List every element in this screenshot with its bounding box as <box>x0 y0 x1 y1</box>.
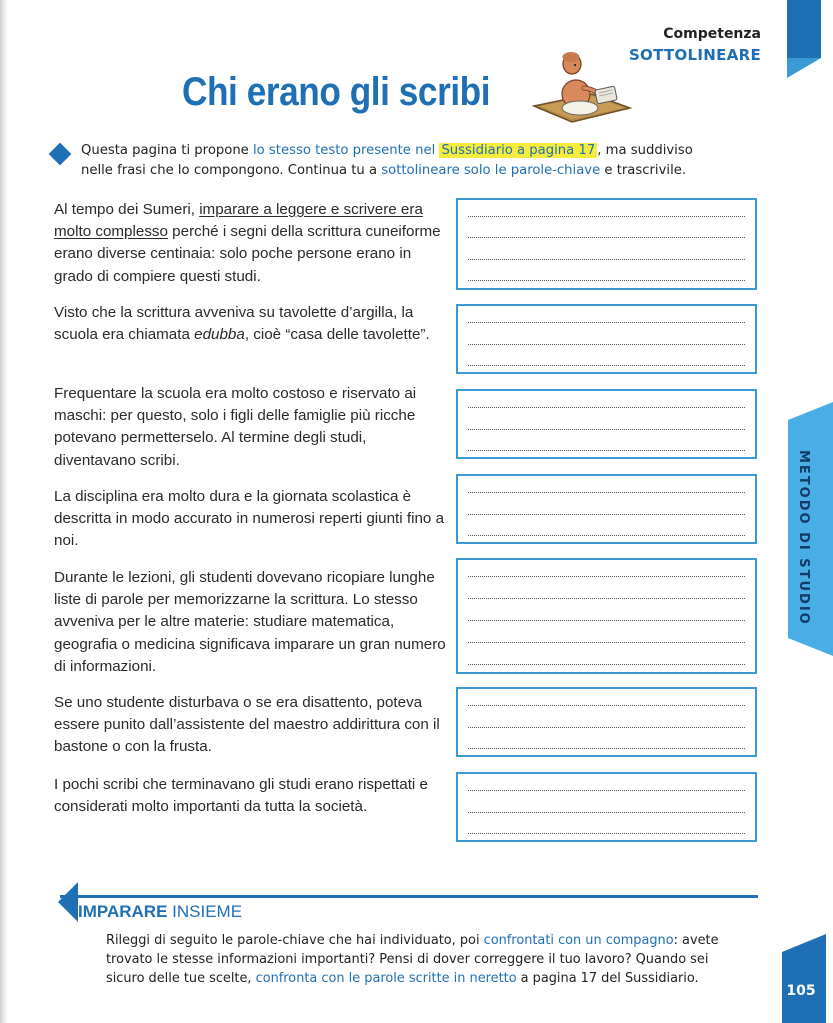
answer-box-7[interactable] <box>456 772 757 842</box>
paragraph-4: La disciplina era molto dura e la giornata scolastica è descritta in modo accurato in numerosi reperti giunti fino a noi. <box>54 488 445 550</box>
answer-box-6[interactable] <box>456 687 757 757</box>
answer-box-2[interactable] <box>456 304 757 374</box>
paragraph-3: Frequentare la scuola era molto costoso e riservato ai maschi: per questo, solo i figli delle famiglie più ricche potevano permetterselo. Al termine degli studi, diventavano scribi. <box>54 385 417 469</box>
answer-box-1[interactable] <box>456 198 757 290</box>
paragraph-7: I pochi scribi che terminavano gli studi erano rispettati e considerati molto importanti da tutta la società. <box>54 776 428 816</box>
page-title: Chi erano gli scribi <box>182 70 491 114</box>
paragraph-6: Se uno studente disturbava o se era disattento, poteva essere punito dall’assistente del maestro addirittura con il bastone o con la frusta. <box>54 694 440 756</box>
answer-box-3[interactable] <box>456 389 757 459</box>
answer-box-4[interactable] <box>456 474 757 544</box>
paragraph-5: Durante le lezioni, gli studenti dovevano ricopiare lunghe liste di parole per memorizzarne la scrittura. Lo stesso avveniva per le altre materie: studiare matematica, geografia o medicina significava imparare un gran numero di informazioni. <box>54 569 446 675</box>
diamond-bullet-icon <box>49 143 72 166</box>
answer-box-5[interactable] <box>456 558 757 674</box>
scribe-illustration <box>532 44 632 130</box>
section-text: Rileggi di seguito le parole-chiave che hai individuato, poi confrontati con un compagno: avete trovato le stesse informazioni importanti? Pensi di dover correggere il tuo lavoro? Quando sei sicuro delle tue scelte, confronta con le parole scritte in neretto a pagina 17 del Sussidiario. <box>106 933 719 986</box>
paragraph-1: Al tempo dei Sumeri, imparare a leggere e scrivere era molto complesso perché i segni della scrittura cuneiforme erano diverse centinaia: solo poche persone erano in grado di compiere questi studi. <box>54 201 441 285</box>
competence-label: Competenza <box>663 26 761 42</box>
section-divider <box>60 895 758 898</box>
page-tab-fold <box>782 934 826 952</box>
highlighted-reference: Sussidiario a pagina 17 <box>441 143 596 158</box>
competence-value: SOTTOLINEARE <box>628 46 761 64</box>
page-number: 105 <box>786 983 816 999</box>
intro-text: Questa pagina ti propone lo stesso testo presente nel Sussidiario a pagina 17 , ma suddiviso nelle frasi che lo compongono. Continua tu a sottolineare solo le parole-chiave e trascrivile. <box>81 143 693 178</box>
paragraph-2: Visto che la scrittura avveniva su tavolette d’argilla, la scuola era chiamata edubba, cioè “casa delle tavolette”. <box>54 304 430 344</box>
side-tab-label: METODO DI STUDIO <box>796 450 811 626</box>
section-marker-icon <box>56 882 78 922</box>
page-edge <box>0 0 8 1023</box>
underlined-keywords[interactable]: imparare a leggere e scrivere era molto complesso <box>54 201 423 241</box>
bookmark-ribbon <box>787 0 821 58</box>
bookmark-fold <box>787 58 821 78</box>
section-heading: IMPARARE INSIEME <box>78 902 243 921</box>
